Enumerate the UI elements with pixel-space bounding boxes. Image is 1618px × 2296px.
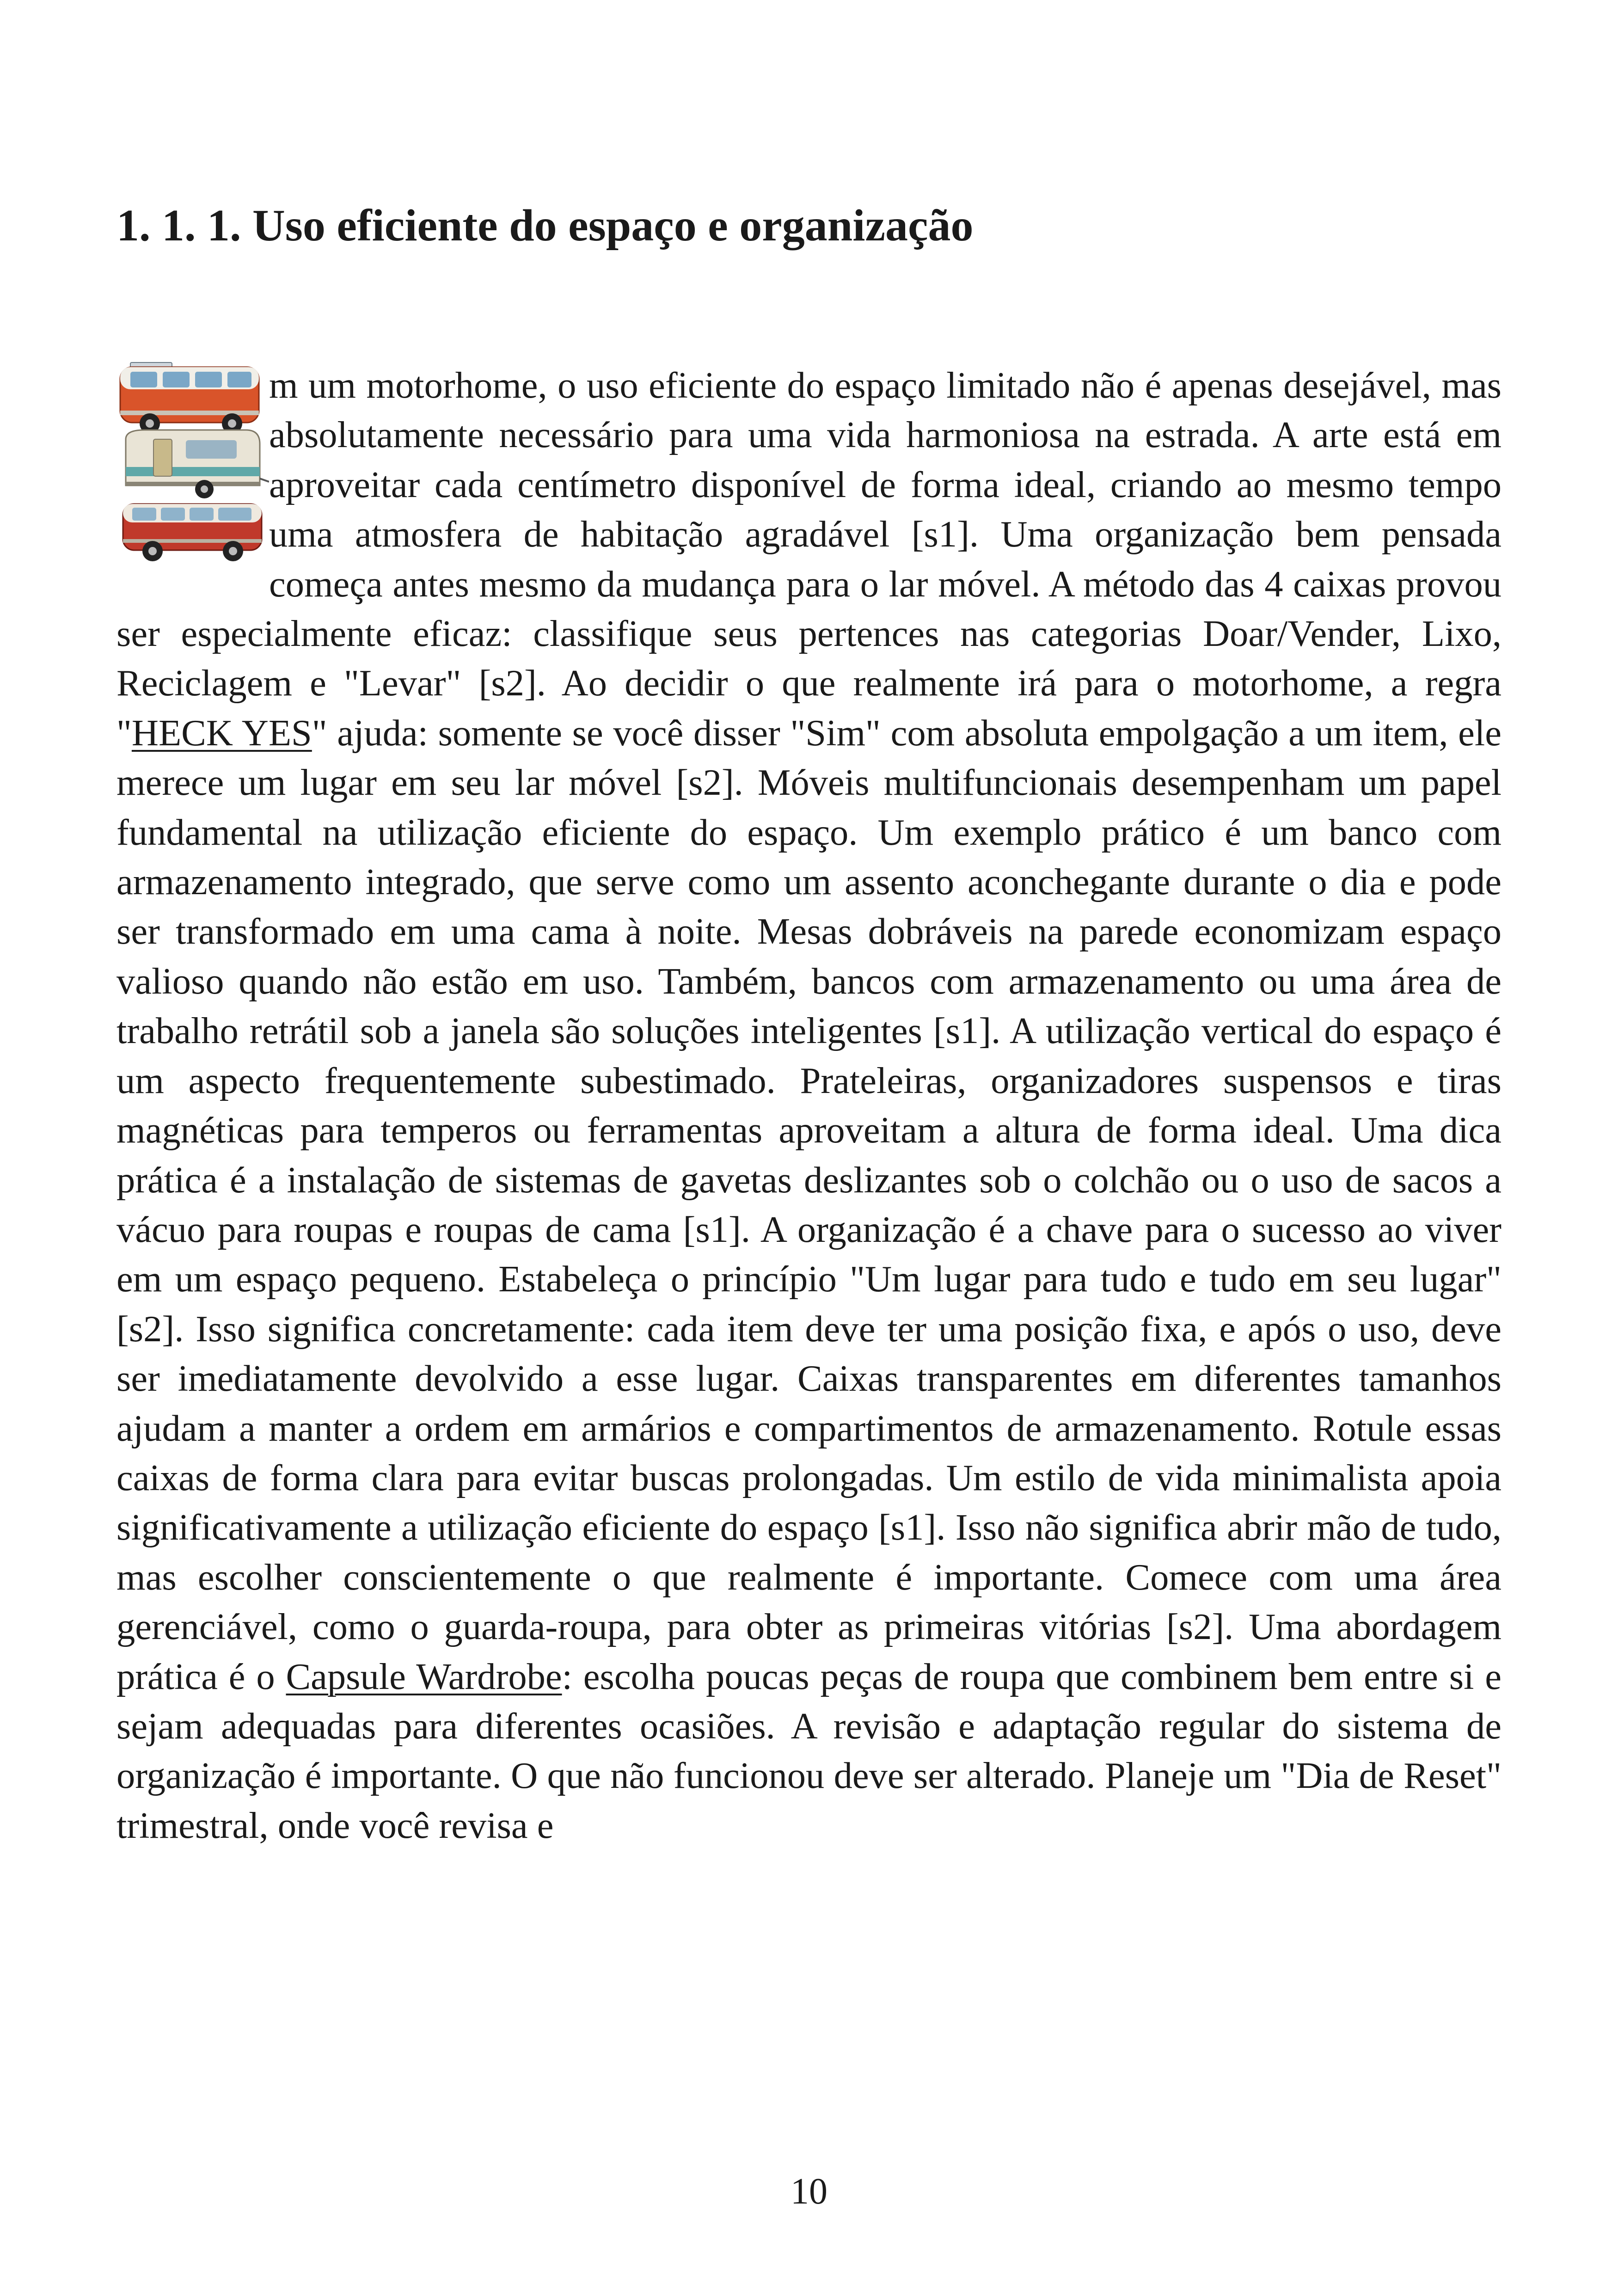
paragraph-text-3: : escolha poucas peças de roupa que combinem bem entre si e sejam adequadas para diferentes ocasiões. A revisão e adaptação regular do sistema de organização é importante. O que não funcionou deve ser alterado. Planeje um "Dia de Reset" trimestral, onde você revisa e xyxy=(116,1656,1502,1846)
stacked-campervans-illustration xyxy=(116,361,269,564)
paragraph-text-2: " ajuda: somente se você disser "Sim" com absoluta empolgação a um item, ele merece um lugar em seu lar móvel [s2]. Móveis multifuncionais desempenham um papel fundamental na utilização eficiente do espaço. Um exemplo prático é um banco com armazenamento integrado, que serve como um assento aconchegante durante o dia e pode ser transformado em uma cama à noite. Mesas dobráveis na parede economizam espaço valioso quando não estão em uso. Também, bancos com armazenamento ou uma área de trabalho retrátil sob a janela são soluções inteligentes [s1]. A utilização vertical do espaço é um aspecto frequentemente subestimado. Prateleiras, organizadores suspensos e tiras magnéticas para temperos ou ferramentas aproveitam a altura de forma ideal. Uma dica prática é a instalação de sistemas de gavetas deslizantes sob o colchão ou o uso de sacos a vácuo para roupas e roupas de cama [s1]. A organização é a chave para o sucesso ao viver em um espaço pequeno. Estabeleça o princípio "Um lugar para tudo e tudo em seu lugar" [s2]. Isso significa concretamente: cada item deve ter uma posição fixa, e após o uso, deve ser imediatamente devolvido a esse lugar. Caixas transparentes em diferentes tamanhos ajudam a manter a ordem em armários e compartimentos de armazenamento. Rotule essas caixas de forma clara para evitar buscas prolongadas. Um estilo de vida minimalista apoia significativamente a utilização eficiente do espaço [s1]. Isso não significa abrir mão de tudo, mas escolher conscientemente o que realmente é importante. Comece com uma área gerenciável, como o guarda-roupa, para obter as primeiras vitórias [s2]. Uma abordagem prática é o xyxy=(116,712,1502,1697)
orange-van-icon xyxy=(120,362,259,434)
page-number: 10 xyxy=(791,2171,827,2212)
body-paragraph xyxy=(116,361,1502,1850)
heck-yes-link[interactable]: HECK YES xyxy=(131,712,312,754)
section-heading: 1. 1. 1. Uso eficiente do espaço e organização xyxy=(116,201,974,251)
caravan-icon xyxy=(126,430,269,498)
red-van-icon xyxy=(123,504,262,561)
capsule-wardrobe-link[interactable]: Capsule Wardrobe xyxy=(286,1656,562,1697)
paragraph-text-1: m um motorhome, o uso eficiente do espaço limitado não é apenas desejável, mas absolutamente necessário para uma vida harmoniosa na estrada. A arte está em aproveitar cada centímetro disponível de forma ideal, criando ao mesmo tempo uma atmosfera de habitação agradável [s1]. Uma organização bem pensada começa antes mesmo da mudança para o lar móvel. A método das 4 caixas provou ser especialmente eficaz: classifique seus pertences nas categorias Doar/Vender, Lixo, Reciclagem e "Levar" [s2]. Ao decidir o que realmente irá para o motorhome, a regra " xyxy=(116,365,1502,754)
